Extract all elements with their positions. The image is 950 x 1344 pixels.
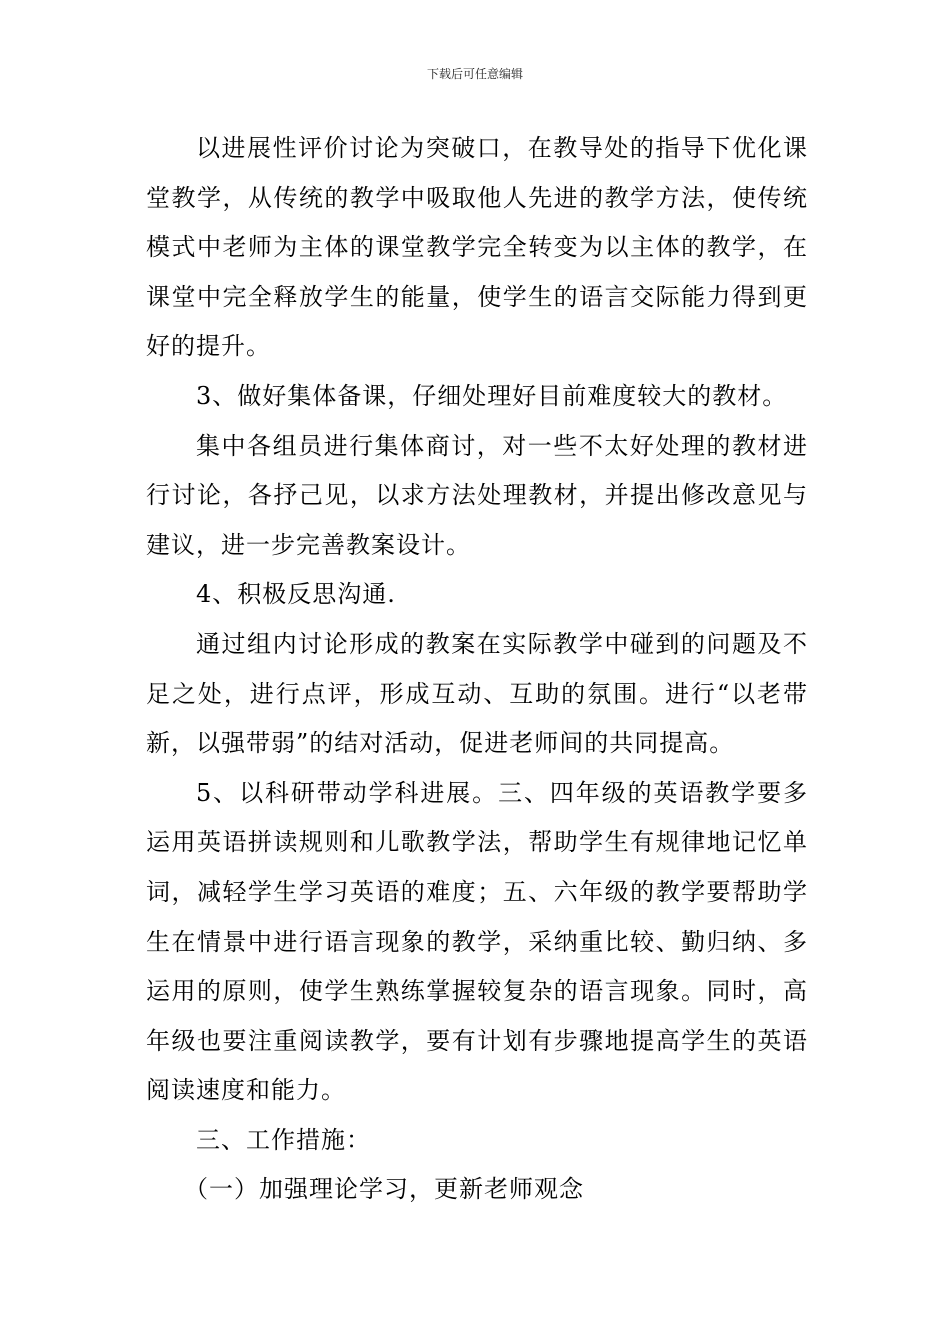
paragraph-collective-discussion: 集中各组员进行集体商讨，对一些不太好处理的教材进行讨论，各抒己见，以求方法处理教材，并提出修改意见与建议，进一步完善教案设计。 <box>146 431 808 559</box>
section-heading-work-measures: 三、工作措施： <box>196 1125 371 1154</box>
paragraph-classroom-optimization: 以进展性评价讨论为突破口，在教导处的指导下优化课堂教学，从传统的教学中吸取他人先进的教学方法，使传统模式中老师为主体的课堂教学完全转变为以主体的教学，在课堂中完全释放学生的能量，使学生的语言交际能力得到更好的提升。 <box>146 134 808 361</box>
document-body <box>146 124 808 1215</box>
page-header-note: 下载后可任意编辑 <box>426 67 523 81</box>
subsection-heading-theory-study: （一）加强理论学习，更新老师观念 <box>184 1175 584 1204</box>
paragraph-item-5-research: 5、以科研带动学科进展。三、四年级的英语教学要多运用英语拼读规则和儿歌教学法，帮助学生有规律地记忆单词，减轻学生学习英语的难度；五、六年级的教学要帮助学生在情景中进行语言现象的教学，采纳重比较、勤归纳、多运用的原则，使学生熟练掌握较复杂的语言现象。同时，高年级也要注重阅读教学，要有计划有步骤地提高学生的英语阅读速度和能力。 <box>146 778 808 1105</box>
paragraph-item-3-heading: 3、做好集体备课，仔细处理好目前难度较大的教材。 <box>196 381 788 410</box>
paragraph-item-4-heading: 4、积极反思沟通. <box>196 580 396 609</box>
paragraph-group-review: 通过组内讨论形成的教案在实际教学中碰到的问题及不足之处，进行点评，形成互动、互助的氛围。进行“以老带新，以强带弱”的结对活动，促进老师间的共同提高。 <box>146 629 808 758</box>
